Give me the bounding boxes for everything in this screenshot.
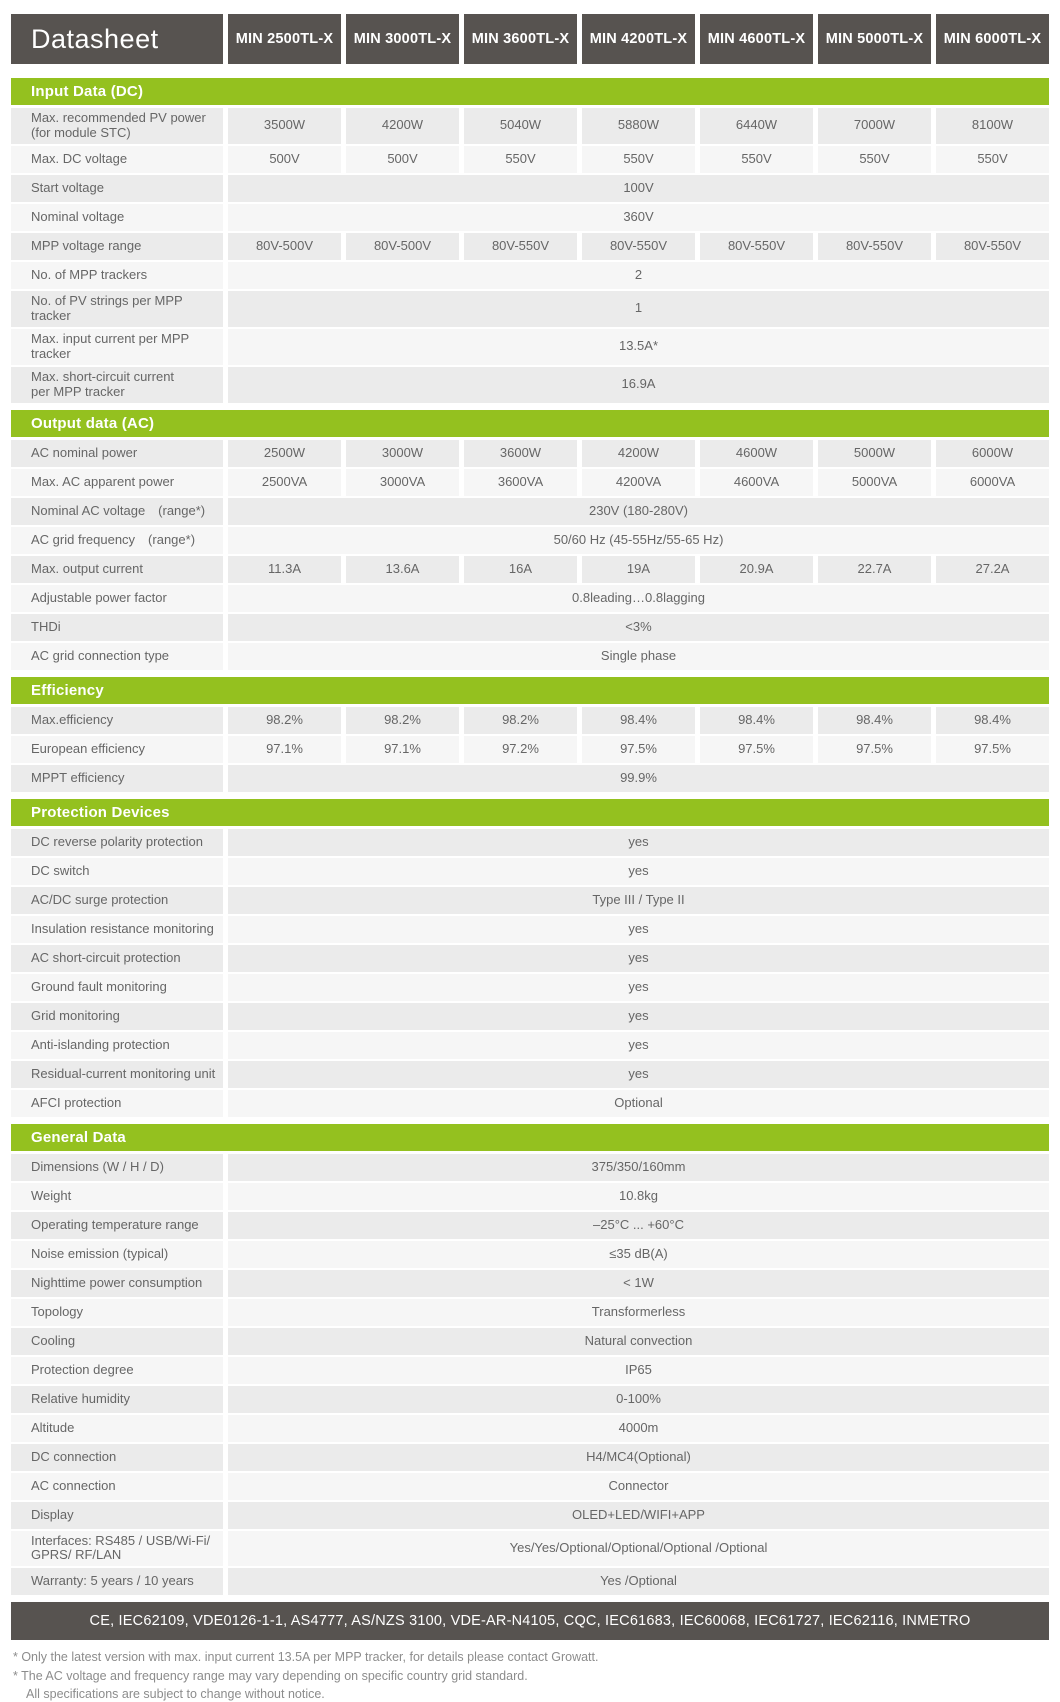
row-label: Ground fault monitoring	[11, 974, 223, 1001]
spec-value-cell: 13.6A	[346, 556, 459, 583]
spec-value-merged-cell: 360V	[228, 204, 1049, 231]
spec-value-merged-cell: OLED+LED/WIFI+APP	[228, 1502, 1049, 1529]
table-row	[11, 1154, 1049, 1181]
table-row	[11, 498, 1049, 525]
row-label: Interfaces: RS485 / USB/Wi-Fi/ GPRS/ RF/LAN	[11, 1531, 223, 1567]
spec-value-cell: 97.1%	[346, 736, 459, 763]
spec-value-merged-cell: 16.9A	[228, 367, 1049, 403]
table-row	[11, 1568, 1049, 1595]
spec-value-merged-cell: 230V (180-280V)	[228, 498, 1049, 525]
spec-value-merged-cell: 375/350/160mm	[228, 1154, 1049, 1181]
model-column-header: MIN 6000TL-X	[936, 14, 1049, 64]
row-label: MPPT efficiency	[11, 765, 223, 792]
spec-value-merged-cell: 10.8kg	[228, 1183, 1049, 1210]
spec-value-cell: 6000VA	[936, 469, 1049, 496]
table-row	[11, 1212, 1049, 1239]
section-header: Protection Devices	[11, 799, 1049, 826]
spec-value-merged-cell: 13.5A*	[228, 329, 1049, 365]
table-row	[11, 233, 1049, 260]
section-header: General Data	[11, 1124, 1049, 1151]
row-label: Max. input current per MPP tracker	[11, 329, 223, 365]
table-row	[11, 765, 1049, 792]
table-row	[11, 1270, 1049, 1297]
row-label: AC short-circuit protection	[11, 945, 223, 972]
model-column-header: MIN 5000TL-X	[818, 14, 931, 64]
row-label: DC switch	[11, 858, 223, 885]
model-column-header: MIN 4600TL-X	[700, 14, 813, 64]
row-label: AC grid connection type	[11, 643, 223, 670]
table-row	[11, 1183, 1049, 1210]
spec-value-cell: 550V	[700, 146, 813, 173]
spec-value-merged-cell: yes	[228, 1003, 1049, 1030]
spec-value-cell: 5000W	[818, 440, 931, 467]
row-label: Max. short-circuit current per MPP tracker	[11, 367, 223, 403]
spec-value-merged-cell: Optional	[228, 1090, 1049, 1117]
section-rows	[11, 1154, 1049, 1596]
table-row	[11, 556, 1049, 583]
section-rows	[11, 440, 1049, 670]
table-row	[11, 887, 1049, 914]
datasheet-header	[11, 14, 1049, 64]
spec-value-merged-cell: 100V	[228, 175, 1049, 202]
model-column-header: MIN 4200TL-X	[582, 14, 695, 64]
table-row	[11, 1299, 1049, 1326]
row-label: Adjustable power factor	[11, 585, 223, 612]
spec-value-cell: 4200W	[346, 108, 459, 144]
section-rows	[11, 829, 1049, 1117]
spec-value-cell: 19A	[582, 556, 695, 583]
section-header: Input Data (DC)	[11, 78, 1049, 105]
row-label: Max. recommended PV power (for module STC)	[11, 108, 223, 144]
table-row	[11, 736, 1049, 763]
table-section	[11, 1124, 1049, 1596]
spec-value-cell: 4200VA	[582, 469, 695, 496]
spec-value-cell: 550V	[818, 146, 931, 173]
table-row	[11, 262, 1049, 289]
spec-value-merged-cell: IP65	[228, 1357, 1049, 1384]
spec-value-cell: 2500VA	[228, 469, 341, 496]
table-section	[11, 410, 1049, 670]
spec-value-cell: 8100W	[936, 108, 1049, 144]
spec-value-cell: 98.2%	[464, 707, 577, 734]
table-row	[11, 329, 1049, 365]
footnote: * Only the latest version with max. input current 13.5A per MPP tracker, for details please contact Growatt.	[13, 1650, 599, 1665]
spec-value-cell: 5040W	[464, 108, 577, 144]
spec-value-cell: 3000W	[346, 440, 459, 467]
table-row	[11, 974, 1049, 1001]
spec-value-cell: 97.5%	[582, 736, 695, 763]
row-label: Max. DC voltage	[11, 146, 223, 173]
spec-value-cell: 16A	[464, 556, 577, 583]
table-row	[11, 1444, 1049, 1471]
table-row	[11, 1090, 1049, 1117]
spec-value-merged-cell: 0-100%	[228, 1386, 1049, 1413]
row-label: No. of MPP trackers	[11, 262, 223, 289]
spec-value-cell: 97.1%	[228, 736, 341, 763]
row-label: Max. output current	[11, 556, 223, 583]
row-label: DC reverse polarity protection	[11, 829, 223, 856]
spec-value-merged-cell: yes	[228, 858, 1049, 885]
spec-value-cell: 3600VA	[464, 469, 577, 496]
row-label: THDi	[11, 614, 223, 641]
section-header: Output data (AC)	[11, 410, 1049, 437]
page-title: Datasheet	[11, 14, 223, 64]
spec-value-merged-cell: Yes /Optional	[228, 1568, 1049, 1595]
table-row	[11, 146, 1049, 173]
row-label: Nominal AC voltage (range*)	[11, 498, 223, 525]
table-row	[11, 204, 1049, 231]
table-row	[11, 829, 1049, 856]
spec-value-merged-cell: Transformerless	[228, 1299, 1049, 1326]
table-section	[11, 78, 1049, 403]
spec-value-merged-cell: Connector	[228, 1473, 1049, 1500]
spec-value-merged-cell: yes	[228, 1032, 1049, 1059]
spec-value-merged-cell: yes	[228, 945, 1049, 972]
spec-value-cell: 500V	[228, 146, 341, 173]
spec-value-cell: 11.3A	[228, 556, 341, 583]
row-label: Cooling	[11, 1328, 223, 1355]
spec-value-cell: 80V-550V	[464, 233, 577, 260]
table-section	[11, 677, 1049, 792]
table-row	[11, 291, 1049, 327]
spec-value-merged-cell: –25°C ... +60°C	[228, 1212, 1049, 1239]
table-row	[11, 643, 1049, 670]
spec-value-cell: 80V-550V	[936, 233, 1049, 260]
spec-value-cell: 7000W	[818, 108, 931, 144]
row-label: Topology	[11, 1299, 223, 1326]
row-label: European efficiency	[11, 736, 223, 763]
section-rows	[11, 108, 1049, 403]
row-label: Altitude	[11, 1415, 223, 1442]
model-column-header: MIN 2500TL-X	[228, 14, 341, 64]
spec-value-merged-cell: yes	[228, 1061, 1049, 1088]
row-label: AFCI protection	[11, 1090, 223, 1117]
spec-value-cell: 2500W	[228, 440, 341, 467]
row-label: Grid monitoring	[11, 1003, 223, 1030]
spec-value-cell: 3500W	[228, 108, 341, 144]
row-label: Residual-current monitoring unit	[11, 1061, 223, 1088]
spec-value-merged-cell: H4/MC4(Optional)	[228, 1444, 1049, 1471]
table-row	[11, 1415, 1049, 1442]
table-row	[11, 175, 1049, 202]
table-row	[11, 707, 1049, 734]
row-label: Noise emission (typical)	[11, 1241, 223, 1268]
row-label: Display	[11, 1502, 223, 1529]
spec-value-merged-cell: yes	[228, 916, 1049, 943]
table-row	[11, 440, 1049, 467]
spec-value-merged-cell: yes	[228, 974, 1049, 1001]
spec-value-merged-cell: 99.9%	[228, 765, 1049, 792]
table-row	[11, 1502, 1049, 1529]
table-row	[11, 1531, 1049, 1567]
spec-value-merged-cell: 50/60 Hz (45-55Hz/55-65 Hz)	[228, 527, 1049, 554]
spec-value-cell: 3600W	[464, 440, 577, 467]
row-label: Operating temperature range	[11, 1212, 223, 1239]
spec-value-cell: 4600W	[700, 440, 813, 467]
spec-value-cell: 80V-550V	[818, 233, 931, 260]
row-label: AC/DC surge protection	[11, 887, 223, 914]
spec-value-merged-cell: Natural convection	[228, 1328, 1049, 1355]
section-rows	[11, 707, 1049, 792]
model-column-header: MIN 3000TL-X	[346, 14, 459, 64]
table-row	[11, 945, 1049, 972]
row-label: Relative humidity	[11, 1386, 223, 1413]
spec-table	[11, 78, 1049, 1595]
row-label: No. of PV strings per MPP tracker	[11, 291, 223, 327]
spec-value-cell: 5000VA	[818, 469, 931, 496]
spec-value-cell: 80V-550V	[700, 233, 813, 260]
row-label: Nominal voltage	[11, 204, 223, 231]
spec-value-merged-cell: 0.8leading…0.8lagging	[228, 585, 1049, 612]
table-row	[11, 585, 1049, 612]
spec-value-cell: 97.2%	[464, 736, 577, 763]
spec-value-merged-cell: 2	[228, 262, 1049, 289]
table-row	[11, 1473, 1049, 1500]
table-row	[11, 367, 1049, 403]
row-label: Dimensions (W / H / D)	[11, 1154, 223, 1181]
row-label: AC nominal power	[11, 440, 223, 467]
row-label: Protection degree	[11, 1357, 223, 1384]
row-label: AC connection	[11, 1473, 223, 1500]
table-row	[11, 1032, 1049, 1059]
table-row	[11, 527, 1049, 554]
spec-value-cell: 98.4%	[582, 707, 695, 734]
row-label: DC connection	[11, 1444, 223, 1471]
spec-value-cell: 3000VA	[346, 469, 459, 496]
spec-value-cell: 97.5%	[700, 736, 813, 763]
table-row	[11, 1241, 1049, 1268]
certifications-bar: CE, IEC62109, VDE0126-1-1, AS4777, AS/NZS 3100, VDE-AR-N4105, CQC, IEC61683, IEC60068, IEC61727, IEC62116, INMETRO	[11, 1602, 1049, 1640]
spec-value-cell: 22.7A	[818, 556, 931, 583]
spec-value-merged-cell: 1	[228, 291, 1049, 327]
spec-value-cell: 6440W	[700, 108, 813, 144]
spec-value-merged-cell: <3%	[228, 614, 1049, 641]
spec-value-cell: 98.2%	[346, 707, 459, 734]
spec-value-cell: 550V	[936, 146, 1049, 173]
spec-value-cell: 5880W	[582, 108, 695, 144]
row-label: Start voltage	[11, 175, 223, 202]
spec-value-cell: 6000W	[936, 440, 1049, 467]
table-row	[11, 1357, 1049, 1384]
spec-value-merged-cell: < 1W	[228, 1270, 1049, 1297]
row-label: Insulation resistance monitoring	[11, 916, 223, 943]
spec-value-cell: 97.5%	[818, 736, 931, 763]
footnote: All specifications are subject to change without notice.	[26, 1686, 325, 1701]
row-label: Warranty: 5 years / 10 years	[11, 1568, 223, 1595]
spec-value-cell: 98.4%	[936, 707, 1049, 734]
row-label: AC grid frequency (range*)	[11, 527, 223, 554]
footnotes	[11, 1649, 1049, 1702]
spec-value-cell: 4200W	[582, 440, 695, 467]
table-row	[11, 614, 1049, 641]
spec-value-merged-cell: Type III / Type II	[228, 887, 1049, 914]
table-row	[11, 469, 1049, 496]
spec-value-cell: 80V-550V	[582, 233, 695, 260]
table-row	[11, 858, 1049, 885]
table-row	[11, 916, 1049, 943]
spec-value-merged-cell: yes	[228, 829, 1049, 856]
row-label: Max.efficiency	[11, 707, 223, 734]
table-section	[11, 799, 1049, 1117]
spec-value-cell: 27.2A	[936, 556, 1049, 583]
spec-value-cell: 550V	[582, 146, 695, 173]
spec-value-merged-cell: Yes/Yes/Optional/Optional/Optional /Optional	[228, 1531, 1049, 1567]
spec-value-cell: 550V	[464, 146, 577, 173]
spec-value-cell: 80V-500V	[346, 233, 459, 260]
spec-value-cell: 97.5%	[936, 736, 1049, 763]
table-row	[11, 108, 1049, 144]
spec-value-cell: 98.4%	[818, 707, 931, 734]
row-label: MPP voltage range	[11, 233, 223, 260]
row-label: Nighttime power consumption	[11, 1270, 223, 1297]
spec-value-merged-cell: Single phase	[228, 643, 1049, 670]
spec-value-cell: 80V-500V	[228, 233, 341, 260]
spec-value-merged-cell: ≤35 dB(A)	[228, 1241, 1049, 1268]
table-row	[11, 1328, 1049, 1355]
spec-value-cell: 20.9A	[700, 556, 813, 583]
spec-value-merged-cell: 4000m	[228, 1415, 1049, 1442]
row-label: Weight	[11, 1183, 223, 1210]
spec-value-cell: 98.2%	[228, 707, 341, 734]
row-label: Max. AC apparent power	[11, 469, 223, 496]
spec-value-cell: 500V	[346, 146, 459, 173]
model-column-header: MIN 3600TL-X	[464, 14, 577, 64]
spec-value-cell: 4600VA	[700, 469, 813, 496]
section-header: Efficiency	[11, 677, 1049, 704]
spec-value-cell: 98.4%	[700, 707, 813, 734]
table-row	[11, 1061, 1049, 1088]
footnote: * The AC voltage and frequency range may vary depending on specific country grid standard.	[13, 1668, 528, 1683]
table-row	[11, 1003, 1049, 1030]
row-label: Anti-islanding protection	[11, 1032, 223, 1059]
